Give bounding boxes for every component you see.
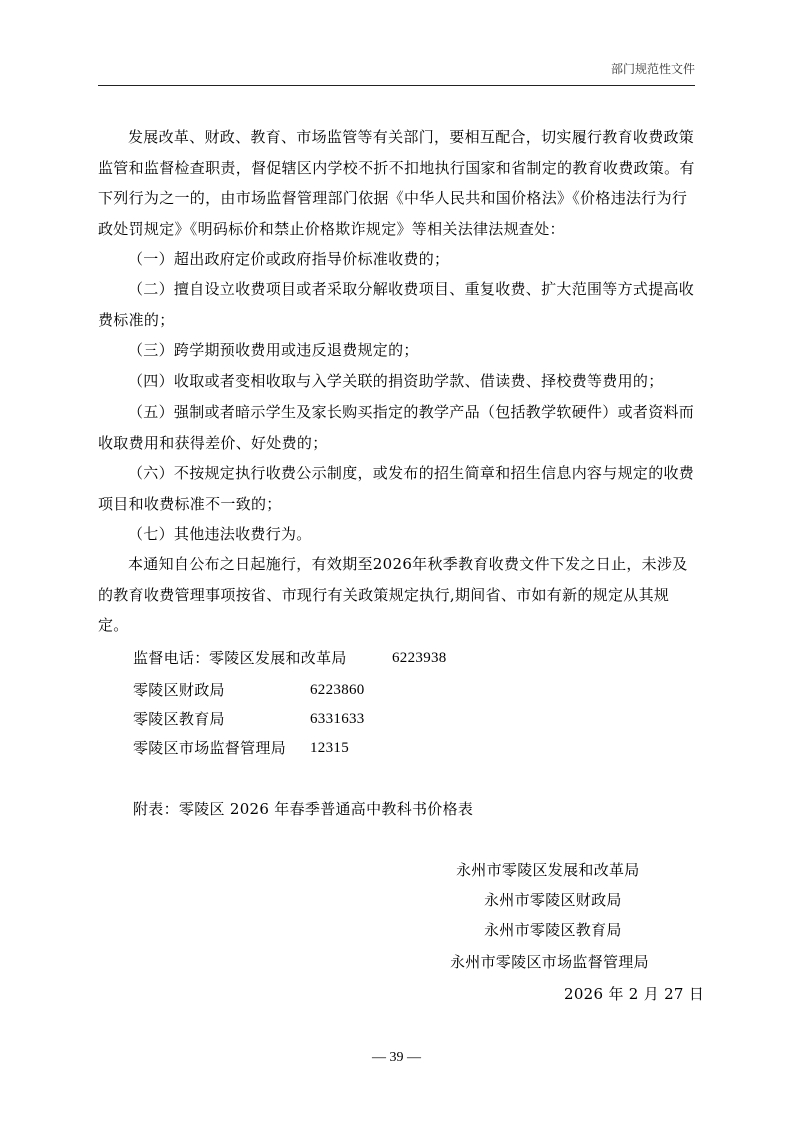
hotline-dept-2: 零陵区财政局: [133, 681, 225, 699]
item-6: （六）不按规定执行收费公示制度，或发布的招生简章和招生信息内容与规定的收费项目和收费标准不一致的；: [98, 464, 695, 513]
signature-1: 永州市零陵区发展和改革局: [456, 861, 640, 879]
hotline-label: 监督电话：: [133, 649, 210, 667]
header-label: 部门规范性文件: [610, 62, 695, 76]
hotline-dept-4: 零陵区市场监督管理局: [133, 739, 287, 757]
item-4: （四）收取或者变相收取与入学关联的捐资助学款、借读费、择校费等费用的；: [128, 372, 664, 390]
issue-date: 2026 年 2 月 27 日: [564, 985, 705, 1003]
signature-4: 永州市零陵区市场监督管理局: [450, 953, 649, 971]
hotline-phone-4: 12315: [310, 740, 349, 756]
item-1: （一）超出政府定价或政府指导价标准收费的；: [128, 250, 450, 268]
intro-paragraph: 发展改革、财政、教育、市场监管等有关部门，要相互配合，切实履行教育收费政策监管和监督检查职责，督促辖区内学校不折不扣地执行国家和省制定的教育收费政策。有下列行为之一的，由市场监督管理部门依据《中华人民共和国价格法》《价格违法行为行政处罚规定》《明码标价和禁止价格欺诈规定》等相关法律法规查处：: [98, 128, 695, 238]
hotline-phone-3: 6331633: [310, 711, 365, 727]
signature-2: 永州市零陵区财政局: [484, 891, 622, 909]
effective-paragraph: 本通知自公布之日起施行，有效期至2026年秋季教育收费文件下发之日止，未涉及的教育收费管理事项按省、市现行有关政策规定执行,期间省、市如有新的规定从其规定。: [98, 555, 688, 634]
attachment-note: 附表：零陵区 2026 年春季普通高中教科书价格表: [133, 800, 474, 818]
hotline-phone-2: 6223860: [310, 682, 365, 698]
hotline-dept-3: 零陵区教育局: [133, 710, 225, 728]
item-2: （二）擅自设立收费项目或者采取分解收费项目、重复收费、扩大范围等方式提高收费标准的；: [98, 280, 695, 329]
item-3: （三）跨学期预收费用或违反退费规定的；: [128, 341, 419, 359]
signature-3: 永州市零陵区教育局: [484, 921, 622, 939]
item-5: （五）强制或者暗示学生及家长购买指定的教学产品（包括教学软硬件）或者资料而收取费用和获得差价、好处费的；: [98, 403, 695, 452]
header-divider: [98, 85, 695, 86]
hotline-phone-1: 6223938: [392, 650, 447, 666]
item-7: （七）其他违法收费行为。: [128, 525, 312, 543]
page-number: — 39 —: [372, 1050, 421, 1065]
hotline-dept-1: 零陵区发展和改革局: [209, 649, 347, 667]
